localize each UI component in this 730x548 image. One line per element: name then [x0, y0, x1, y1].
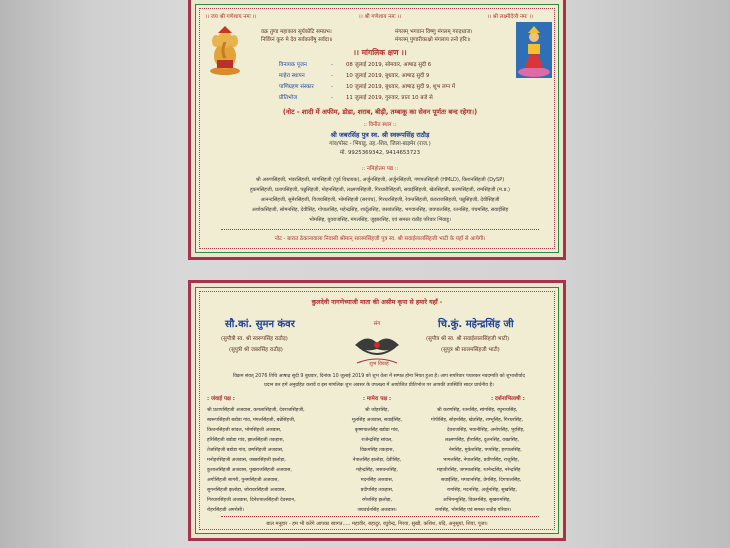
divider — [221, 516, 539, 517]
list-item: रामसिंह, मदनसिंह, अर्जुनसिंह, सुखसिंह, — [447, 488, 518, 493]
groom-name: चि.कुं. महेन्द्रसिंह जी — [438, 319, 514, 330]
ganesha-illustration — [208, 24, 242, 76]
list-item: जयवर्धनसिंह अजवास। — [357, 508, 397, 513]
host-name: श्री जबरसिंह पुत्र स्व. श्री स्वरूपसिंह राठौड़ — [330, 131, 430, 139]
bride-parent: (सुपुत्री श्री जबरसिंह राठौड़) — [229, 347, 283, 353]
list-item: मूलसिंह अजवास, सवाईसिंह, — [351, 418, 403, 423]
groom-parent: (सुपुत्र श्री सालमसिंहजी भाटी) — [441, 347, 500, 353]
invocation-left: ।। जय श्री गणेशाय नमः ।। — [205, 14, 257, 20]
list-item: नेमसिंह, मुकेशसिंह, पप्पसिंह, हरपालसिंह, — [449, 448, 522, 453]
list-item: देवराजसिंह, भवानीसिंह, अनोपसिंह, भूरसिंह, — [447, 428, 525, 433]
list-item: स्वरूपसिंहजी बडोडा गांव, मंगलसिंहजी, बन्नेसिंहजी, — [207, 418, 296, 423]
main-invitation-line: विक्रम संवत् 2076 तिथि आषाढ़ सुदी 9 बुधवार, दिनांक 10 जुलाई 2019 को शुभ वेला में सम्पन्न होना नियत हुआ है। आप सपरिवार पधारकर नवदम्पति को शुभाशीर्वाद — [233, 374, 525, 379]
event-dash: - — [331, 73, 333, 79]
greeters-line: भोमसिंह, युवराजसिंह, मंगलसिंह, जुझारसिंह, एवं समस्त राठौड़ परिवार भिंयाडू। — [309, 217, 451, 223]
verse-left-line2: निर्विघ्नं कुरु मे देव सर्वकार्येषु सर्वदा॥ — [261, 37, 333, 43]
lakshmi-illustration — [516, 22, 552, 78]
invocation-center: ।। श्री गणेशाय नमः ।। — [358, 14, 402, 20]
list-item: भागलसिंह, नेपालसिंह, प्रवीणसिंह, राजुसिंह, — [443, 458, 520, 463]
list-item: श्री जोहरसिंह, — [364, 408, 390, 413]
event-name: माहेरा स्थापन — [279, 73, 305, 79]
col-darshan-title: : दर्शनाभिलाषी : — [491, 396, 525, 402]
event-name: प्रीतिभोज — [279, 95, 298, 101]
list-item: महेन्द्रसिंह, जसवन्तसिंह, — [356, 468, 398, 473]
event-name: विनायक पूजन — [279, 62, 307, 68]
verse-left-line1: वक्र तुण्ड महाकाय सूर्यकोटि समप्रभ। — [261, 29, 332, 35]
blessing-line: कुलदेवी नागणेच्याजी माता की असीम कृपा से हमारे यहाँ - — [311, 299, 443, 306]
greeters-line: हुकमसिंहजी, प्रतापसिंहजी, पन्नुसिंहजी, मोहनसिंहजी, लक्ष्मणसिंहजी, गिरधारीसिंहजी, सवाईसिंहजी, खेतसिंहजी, करणसिंहजी, रामसिंहजी (म.प्र.) — [250, 187, 510, 193]
event-detail: 11 जुलाई 2019, गुरुवार, प्रातः 10 बजे से — [346, 95, 433, 101]
list-item: राजेन्द्रसिंह सांवल, — [361, 438, 393, 443]
list-item: प्रदीपसिंह तकहास, — [360, 488, 394, 493]
prohibition-note: (नोट - शादी में अफीम, डोडा, शराब, बीड़ी, तम्बाकू का सेवन पूर्णतः बन्द रहेगा।) — [282, 108, 478, 116]
list-item: नेपालसिंह झलोड़ा, देवीसिंह, — [352, 458, 402, 463]
list-item: महावीरसिंह, जगमालसिंह, रतनेन्द्रसिंह, नरेन्द्रसिंह — [437, 468, 521, 473]
host-phone: मो. 9925369342, 9414653723 — [339, 150, 421, 156]
verse-right-line1: मंगलम् भगवान विष्णु मंगलम् गरुड़ध्वज। — [395, 29, 473, 35]
greeters-line: श्री अरुणसिंहजी, भंवरसिंहजी, मांगसिंहजी (पूर्व विधायक), अर्जुनसिंहजी, अर्जुनसिंहजी, गणपतसिंहजी (HMLD), किशनसिंहजी (DySP) — [255, 177, 505, 183]
list-item: गिरधारसिंहजी अजवास, दिनेशपालसिंहजी देवस्थान, — [207, 498, 296, 503]
list-item: रमेशसिंह झलोड़ा, — [361, 498, 393, 503]
event-dash: - — [331, 62, 333, 68]
list-item: गोपीसिंह, सोहनसिंह, खेतसिंह, शम्भूसिंह, गिरधरसिंह, — [431, 418, 524, 423]
list-item: विक्रमसिंह तकहास, — [360, 448, 394, 453]
divider — [221, 229, 539, 230]
list-item: श्री करणसिंह, रतनसिंह, सांगसिंह, रघुनाथसिंह, — [437, 408, 518, 413]
bride-name: सौ.कां. सुमन कंवर — [225, 319, 295, 330]
list-item: सवाईसिंह, भगवानसिंह, प्रेमसिंह, दिगपालसिंह, — [441, 478, 522, 483]
col-jawai-title: : जंवाई पक्ष : — [207, 396, 235, 402]
col-mamera-title: : मामेरा पक्ष : — [362, 396, 392, 402]
list-item: रामसिंह, भोमसिंह एवं समस्त राठौड़ परिवार। — [435, 508, 512, 513]
groom-relation: (सुपौत्र श्री स्व. श्री सवाईलालसिंहजी भाटी) — [426, 336, 510, 342]
invite-place-label: :: विनीत स्थल :: — [363, 122, 397, 128]
invocation-right: ।। श्री लक्ष्मीदेव्यै नमः ।। — [487, 14, 534, 20]
baraat-footer-note: नोट - बारात ठेकानावाला निवासी श्रीमान् सालमसिंहजी पुत्र स्व. श्री सवाईलालसिंहजी भाटी के यहाँ से आयेगी। — [274, 236, 486, 242]
children-footer: बाल मनुहार - हम भी करेंगे आपका स्वागत..... महावीर, बहादुर, रघुवेन्द्र, गिरवा, सुखी, कशिश, यदि, अनुसूयां, शिवा, पूजा। — [266, 521, 488, 527]
invitation-card-couple — [188, 280, 566, 541]
emblem-caption: शुभ विवाह — [369, 361, 389, 367]
list-item: हरिसिंहजी बडोडा गांव, झालसिंहजी तकहास, — [207, 438, 285, 443]
list-item: तेजसिंहजी बडोडा गांव, छगसिंहजी अजवास, — [207, 448, 284, 453]
greeters-line: अशोकसिंहजी, सोमनसिंह, देवीसिंह, गोपालसिंह, महेन्द्रसिंह, शार्दूलसिंह, जसवंतसिंह, भगवानसिंह, जयपालसिंह, रतनसिंह, पंचमसिंह, सवाईसिंह — [251, 207, 509, 213]
invitation-card-events — [188, 0, 566, 260]
list-item: लक्ष्मणसिंह, हीरासिंह, दुलनसिंह, वख्तसिंह, — [445, 438, 520, 443]
list-item: मदनसिंह अजवास, — [360, 478, 394, 483]
sang-label: संग — [373, 321, 381, 327]
bride-relation: (सुपौत्री स्व. श्री स्वरूपसिंह राठौड़) — [221, 336, 288, 342]
event-detail: 08 जुलाई 2019, सोमवार, आषाढ़ सुदी 6 — [346, 62, 432, 68]
list-item: कुशालसिंहजी अजवास, पुखराजसिंहजी अजवास, — [207, 468, 292, 473]
greeters-label: :: नमिहोतम पद्य :: — [361, 166, 399, 172]
main-invitation-line: प्रदान कर हमें अनुग्रहित करावें व इस मांगलिक शुभ अवसर के उपलक्ष्य में आयोजित प्रीतिभोज पर आपकी उपस्थिति सादर प्रार्थनीय है। — [264, 383, 494, 388]
event-name: पाणिग्रहण संस्कार — [279, 84, 314, 90]
list-item: किशनसिंहजी सांवल, भोमसिंहजी अजवास, — [207, 428, 282, 433]
list-item: कृष्णपालसिंह बडोडा गांव, — [354, 428, 400, 433]
event-detail: 10 जुलाई 2019, बुधवार, आषाढ़ सुदी 9 — [346, 73, 430, 79]
event-dash: - — [331, 95, 333, 101]
list-item: मनोहरसिंहजी अजवास, जब्बरसिंहजी झलोड़ा, — [207, 458, 286, 463]
list-item: अगोसिंहजी सागरी, पुनमसिंहजी अजवास, — [207, 478, 279, 483]
events-title: ।। मांगलिक क्षण ।। — [353, 48, 407, 57]
event-detail: 10 जुलाई 2019, बुधवार, आषाढ़ सुदी 9, शुभ लग्न में — [346, 84, 456, 90]
host-address: गांव/पोस्ट - भिंयाडू, तह.-शिव, जिला-बाड़मेर (राज.) — [329, 141, 431, 147]
greeters-line: आनन्दसिंहजी, सुमेरसिंहजी, विजयसिंहजी, भोमसिंहजी (सरपंच), गिरधरसिंहजी, रेवन्तसिंहजी, कंवराजसिंहजी, पन्नुसिंहजी, देवीसिंहजी — [260, 197, 500, 203]
list-item: रोहरसिंहजी अगरोसी। — [207, 508, 244, 513]
list-item: अभिमन्युसिंह, विक्रमसिंह, सुखरामसिंह, — [443, 498, 511, 503]
verse-right-line2: मंगलम् पुण्डरीकाक्षो मंगलाय तनो हरिः॥ — [395, 37, 471, 43]
list-item: श्री प्रतापसिंहजी अजवास, कमलासिंहजी, देवराजसिंहजी, — [207, 408, 305, 413]
event-dash: - — [331, 84, 333, 90]
list-item: सुगनसिंहजी झलोड़ा, जोरावरसिंहजी अजवास, — [207, 488, 286, 493]
